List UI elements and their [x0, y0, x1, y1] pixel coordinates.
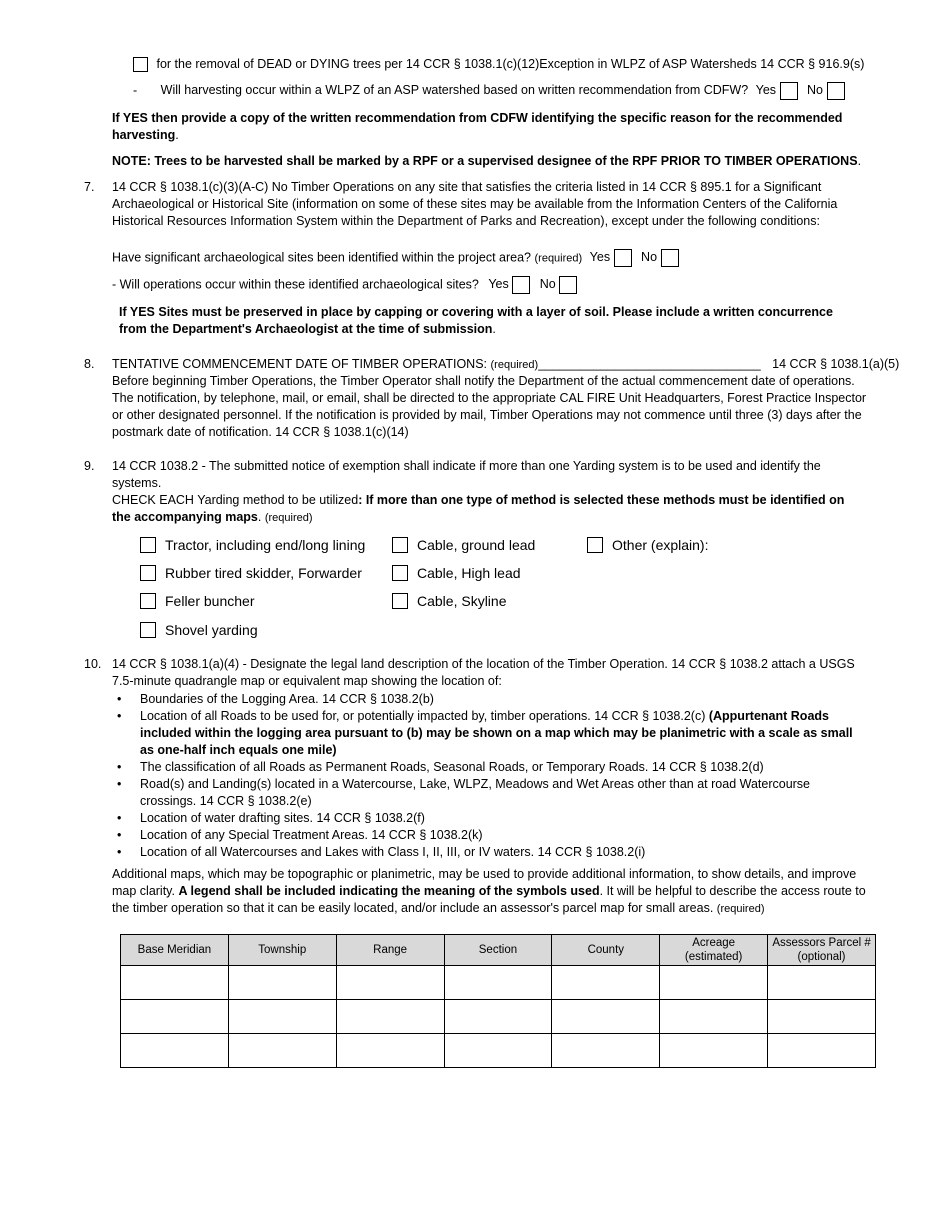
item8-text: Before beginning Timber Operations, the Timber Operator shall notify the Department of the actual commencement date of operations. The notification, by telephone, mail, or email, shall be directed to the appropriate CAL FIRE Unit Headquarters, Forest Practice Inspector or other designated personnel. If the notification is provided by mail, Timber Operations may not commence until three (3) days after the postmark date of notification. 14 CCR § 1038.1(c)(14) [112, 374, 867, 439]
col-acreage: Acreage (estimated) [660, 935, 768, 966]
item8-number: 8. [84, 357, 95, 371]
item7-q1 [112, 249, 872, 267]
bullet-text: Location of all Watercourses and Lakes with Class I, II, III, or IV waters. 14 CCR § 1038.2(i) [140, 845, 646, 859]
cdfw-note [112, 110, 852, 144]
item10-legend-note: A legend shall be included indicating the meaning of the symbols used [178, 884, 600, 898]
item9-period: . [257, 510, 262, 524]
table-cell[interactable] [228, 966, 336, 1000]
item7-q2-no-label: No [539, 277, 556, 292]
yarding-shovel-checkbox[interactable] [140, 622, 156, 638]
list-item [112, 776, 857, 810]
list-item [112, 691, 857, 708]
table-cell[interactable] [228, 1000, 336, 1034]
item8-cite: 14 CCR § 1038.1(a)(5) [772, 357, 900, 371]
harvest-no-label: No [807, 83, 824, 98]
yarding-option-shovel[interactable] [140, 621, 258, 639]
rpf-note [112, 153, 872, 170]
bullet-text: The classification of all Roads as Permanent Roads, Seasonal Roads, or Temporary Roads. 14 CCR § 1038.2(d) [140, 760, 764, 774]
item10-required: (required) [716, 903, 765, 915]
table-cell[interactable] [660, 1000, 768, 1034]
item8-label: TENTATIVE COMMENCEMENT DATE OF TIMBER OPERATIONS: [112, 357, 488, 371]
item7-q1-yes-checkbox[interactable] [614, 249, 632, 267]
rpf-note-text: NOTE: Trees to be harvested shall be marked by a RPF or a supervised designee of the RPF PRIOR TO TIMBER OPERATIONS [112, 154, 858, 168]
table-row [121, 966, 876, 1000]
item10-additional-end: . It will be helpful to describe the access route to the timber operation so that it can be easily located, and/or include an assessor's parcel map for small areas. [112, 884, 866, 915]
harvest-yes-label: Yes [755, 83, 777, 98]
cdfw-note-period: . [175, 128, 179, 142]
yarding-option-cable-high[interactable] [392, 564, 521, 582]
yarding-feller-checkbox[interactable] [140, 593, 156, 609]
item10-number: 10. [84, 657, 102, 671]
item10-bullet-list [112, 691, 857, 861]
exception-line [133, 56, 893, 73]
yarding-skidder-checkbox[interactable] [140, 565, 156, 581]
table-cell[interactable] [336, 1034, 444, 1068]
bullet-text: Boundaries of the Logging Area. 14 CCR § 1038.2(b) [140, 692, 434, 706]
col-range: Range [336, 935, 444, 966]
item7-q2-no-checkbox[interactable] [559, 276, 577, 294]
list-item [112, 844, 857, 861]
table-cell[interactable] [660, 966, 768, 1000]
harvest-question [133, 82, 873, 100]
item8-date-field[interactable]: ________________________________ [538, 357, 761, 371]
item7-q1-no-label: No [641, 250, 658, 265]
yarding-other-label: Other (explain): [612, 537, 709, 553]
item9-maps-note: : If more than one type of method is selected these methods must be identified on the accompanying maps [112, 493, 845, 524]
item7-q2-yes-label: Yes [488, 277, 509, 292]
yarding-option-tractor[interactable] [140, 536, 365, 554]
yarding-feller-label: Feller buncher [165, 593, 255, 609]
col-county: County [552, 935, 660, 966]
land-description-table [120, 934, 876, 1068]
table-cell[interactable] [444, 1000, 552, 1034]
yarding-shovel-label: Shovel yarding [165, 622, 258, 638]
item10-additional [112, 866, 870, 918]
list-item [112, 810, 857, 827]
list-item [112, 708, 857, 759]
item7-number: 7. [84, 180, 95, 194]
item9-number: 9. [84, 459, 95, 473]
exception-text: for the removal of DEAD or DYING trees per 14 CCR § 1038.1(c)(12)Exception in WLPZ of ASP Watersheds 14 CCR § 916.9(s) [156, 57, 865, 71]
bullet-text: Location of water drafting sites. 14 CCR § 1038.2(f) [140, 811, 425, 825]
list-item [112, 827, 857, 844]
item7-text: 14 CCR § 1038.1(c)(3)(A-C) No Timber Operations on any site that satisfies the criteria listed in 14 CCR § 895.1 for a Significant Archaeological or Historical Site (information on some of these sites may be available from the Information Centers of the California Historical Resources Information System within the Department of Parks and Recreation), except under the following conditions: [112, 180, 838, 228]
item9-text1: 14 CCR 1038.2 - The submitted notice of exemption shall indicate if more than one Yarding system is to be used and identify the systems. [112, 459, 821, 490]
item7-q1-no-checkbox[interactable] [661, 249, 679, 267]
cdfw-note-text: If YES then provide a copy of the written recommendation from CDFW identifying the specific reason for the recommended harvesting [112, 111, 843, 142]
item7-q2-yes-checkbox[interactable] [512, 276, 530, 294]
item7-q2 [112, 276, 872, 294]
harvest-dash: - [133, 83, 138, 98]
item7-note-period: . [492, 322, 496, 336]
harvest-no-checkbox[interactable] [827, 82, 845, 100]
yarding-option-skidder[interactable] [140, 564, 362, 582]
table-cell[interactable] [660, 1034, 768, 1068]
yarding-other-checkbox[interactable] [587, 537, 603, 553]
item8-required: (required) [490, 359, 539, 371]
col-township: Township [228, 935, 336, 966]
yarding-cable-high-label: Cable, High lead [417, 565, 521, 581]
yarding-option-cable-skyline[interactable] [392, 592, 507, 610]
yarding-option-feller[interactable] [140, 592, 255, 610]
yarding-option-other[interactable] [587, 536, 708, 554]
item9-text2 [112, 492, 857, 527]
item7-note [119, 304, 859, 338]
table-cell[interactable] [121, 966, 229, 1000]
item10-additional-text: Additional maps, which may be topographic or planimetric, may be used to provide additional information, to show details, and improve map clarity. [112, 867, 857, 898]
table-cell[interactable] [552, 966, 660, 1000]
item9-check-each: CHECK EACH Yarding method to be utilized [112, 493, 359, 507]
table-cell[interactable] [228, 1034, 336, 1068]
yarding-cable-ground-checkbox[interactable] [392, 537, 408, 553]
item7-q1-required: (required) [534, 252, 583, 265]
item7-note-text: If YES Sites must be preserved in place by capping or covering with a layer of soil. Please include a written concurrence from the Department's Archaeologist at the time of submission [119, 305, 833, 336]
table-header-row [121, 935, 876, 966]
col-section: Section [444, 935, 552, 966]
yarding-cable-high-checkbox[interactable] [392, 565, 408, 581]
table-row [121, 1034, 876, 1068]
bullet-text: Location of all Roads to be used for, or potentially impacted by, timber operations. 14 CCR § 1038.2(c) [140, 709, 706, 723]
table-cell[interactable] [121, 1000, 229, 1034]
yarding-cable-ground-label: Cable, ground lead [417, 537, 536, 553]
harvest-question-text: Will harvesting occur within a WLPZ of an ASP watershed based on written recommendation from CDFW? [160, 83, 749, 98]
table-cell[interactable] [768, 966, 876, 1000]
bullet-bold-text: (Appurtenant Roads included within the logging area pursuant to (b) may be shown on a map which may be planimetric with a scale as small as one-half inch equals one mile) [140, 709, 853, 757]
item10-intro: 14 CCR § 1038.1(a)(4) - Designate the legal land description of the location of the Timber Operation. 14 CCR § 1038.2 attach a USGS 7.5-minute quadrangle map or equivalent map showing the location of: [112, 657, 855, 688]
table-row [121, 1000, 876, 1034]
yarding-tractor-label: Tractor, including end/long lining [165, 537, 366, 553]
list-item [112, 759, 857, 776]
table-cell[interactable] [336, 966, 444, 1000]
col-assessors-parcel: Assessors Parcel # (optional) [768, 935, 876, 966]
yarding-skidder-label: Rubber tired skidder, Forwarder [165, 565, 362, 581]
yarding-cable-skyline-checkbox[interactable] [392, 593, 408, 609]
exception-checkbox[interactable] [133, 57, 148, 72]
item9-required: (required) [264, 512, 313, 524]
item7-q1-yes-label: Yes [589, 250, 611, 265]
col-base-meridian: Base Meridian [121, 935, 229, 966]
harvest-yes-checkbox[interactable] [780, 82, 798, 100]
table-cell[interactable] [552, 1034, 660, 1068]
table-cell[interactable] [121, 1034, 229, 1068]
table-cell[interactable] [552, 1000, 660, 1034]
yarding-tractor-checkbox[interactable] [140, 537, 156, 553]
item7-q2-text: - Will operations occur within these identified archaeological sites? [112, 277, 479, 292]
table-cell[interactable] [336, 1000, 444, 1034]
table-cell[interactable] [768, 1034, 876, 1068]
yarding-cable-skyline-label: Cable, Skyline [417, 593, 507, 609]
bullet-text: Road(s) and Landing(s) located in a Watercourse, Lake, WLPZ, Meadows and Wet Areas other than at road Watercourse crossings. 14 CCR § 1038.2(e) [140, 777, 811, 808]
table-cell[interactable] [444, 1034, 552, 1068]
item8-heading [112, 356, 900, 374]
yarding-option-cable-ground[interactable] [392, 536, 535, 554]
table-cell[interactable] [768, 1000, 876, 1034]
table-cell[interactable] [444, 966, 552, 1000]
item7-q1-text: Have significant archaeological sites been identified within the project area? [112, 250, 532, 265]
bullet-text: Location of any Special Treatment Areas. 14 CCR § 1038.2(k) [140, 828, 483, 842]
rpf-note-period: . [857, 154, 862, 168]
